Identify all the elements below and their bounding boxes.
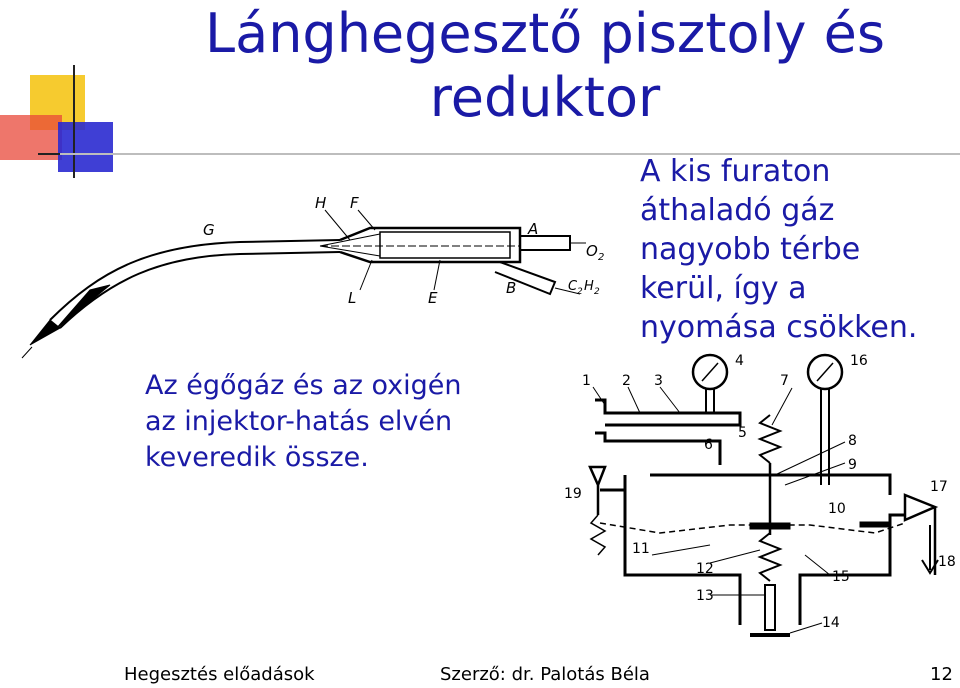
- num-14: 14: [822, 615, 840, 631]
- blue-square: [58, 122, 113, 172]
- description-line: keveredik össze.: [145, 442, 369, 473]
- torch-nozzle: [30, 320, 60, 345]
- num-19: 19: [564, 486, 582, 502]
- leader-h: [325, 210, 350, 240]
- note-line: áthaladó gáz: [640, 193, 835, 228]
- label-c2h2-c: C: [568, 279, 578, 294]
- diaphragm-edge-right: [860, 522, 890, 527]
- label-f: F: [350, 194, 359, 212]
- leader-l: [360, 260, 372, 290]
- label-c2h2-2b: 2: [594, 287, 600, 297]
- footer-author: Szerző: dr. Palotás Béla: [440, 664, 650, 685]
- pressure-note: [640, 152, 950, 347]
- label-a: A: [528, 220, 539, 238]
- spring-5: [760, 415, 780, 463]
- num-6: 6: [704, 437, 713, 453]
- note-line: nyomása csökken.: [640, 310, 918, 345]
- label-c2h2-2a: 2: [577, 287, 583, 297]
- label-o2-sub: 2: [598, 252, 605, 263]
- mixing-chamber: [340, 228, 520, 262]
- num-16: 16: [850, 353, 868, 369]
- title-line-2: reduktor: [429, 66, 661, 129]
- flame-arrow: [22, 347, 32, 358]
- reducer-diagram: [560, 345, 960, 645]
- leader-f: [358, 210, 375, 230]
- page-title: [150, 2, 940, 130]
- label-h: H: [315, 194, 327, 212]
- injector-description: [145, 368, 545, 476]
- num-9: 9: [848, 457, 857, 473]
- note-line: kerül, így a: [640, 271, 807, 306]
- footer-page-number: 12: [930, 664, 953, 685]
- description-line: Az égőgáz és az oxigén: [145, 370, 462, 401]
- num-18: 18: [938, 554, 956, 570]
- num-1: 1: [582, 373, 591, 389]
- label-e: E: [428, 289, 438, 307]
- num-3: 3: [654, 373, 663, 389]
- num-4: 4: [735, 353, 744, 369]
- acetylene-inlet: [495, 262, 555, 294]
- num-11: 11: [632, 541, 650, 557]
- label-g: G: [203, 221, 215, 239]
- label-o2: O: [586, 242, 598, 260]
- injector-body: [380, 232, 510, 258]
- num-5: 5: [738, 425, 747, 441]
- num-17: 17: [930, 479, 948, 495]
- label-c2h2-h: H: [584, 279, 594, 294]
- spring-12: [760, 533, 780, 581]
- label-b: B: [506, 279, 517, 297]
- note-line: nagyobb térbe: [640, 232, 861, 267]
- torch-diagram: [20, 190, 610, 360]
- inlet-pipe-lower: [595, 433, 720, 465]
- gauge-4-needle: [702, 363, 718, 381]
- num-12: 12: [696, 561, 714, 577]
- gauge-16-needle: [817, 363, 833, 381]
- footer-course: Hegesztés előadások: [124, 664, 315, 685]
- inlet-pipe: [595, 400, 740, 425]
- note-line: A kis furaton: [640, 154, 831, 189]
- title-line-1: Lánghegesztő pisztoly és: [205, 2, 885, 65]
- num-2: 2: [622, 373, 631, 389]
- diaphragm-plate: [750, 523, 790, 529]
- description-line: az injektor-hatás elvén: [145, 406, 453, 437]
- adjusting-screw: [765, 585, 775, 630]
- label-l: L: [348, 289, 357, 307]
- num-13: 13: [696, 588, 714, 604]
- oxygen-inlet: [520, 236, 570, 250]
- leader-e: [434, 260, 440, 290]
- num-10: 10: [828, 501, 846, 517]
- num-7: 7: [780, 373, 789, 389]
- spring-19: [591, 515, 605, 555]
- num-15: 15: [832, 569, 850, 585]
- decorative-squares: [0, 60, 140, 190]
- num-8: 8: [848, 433, 857, 449]
